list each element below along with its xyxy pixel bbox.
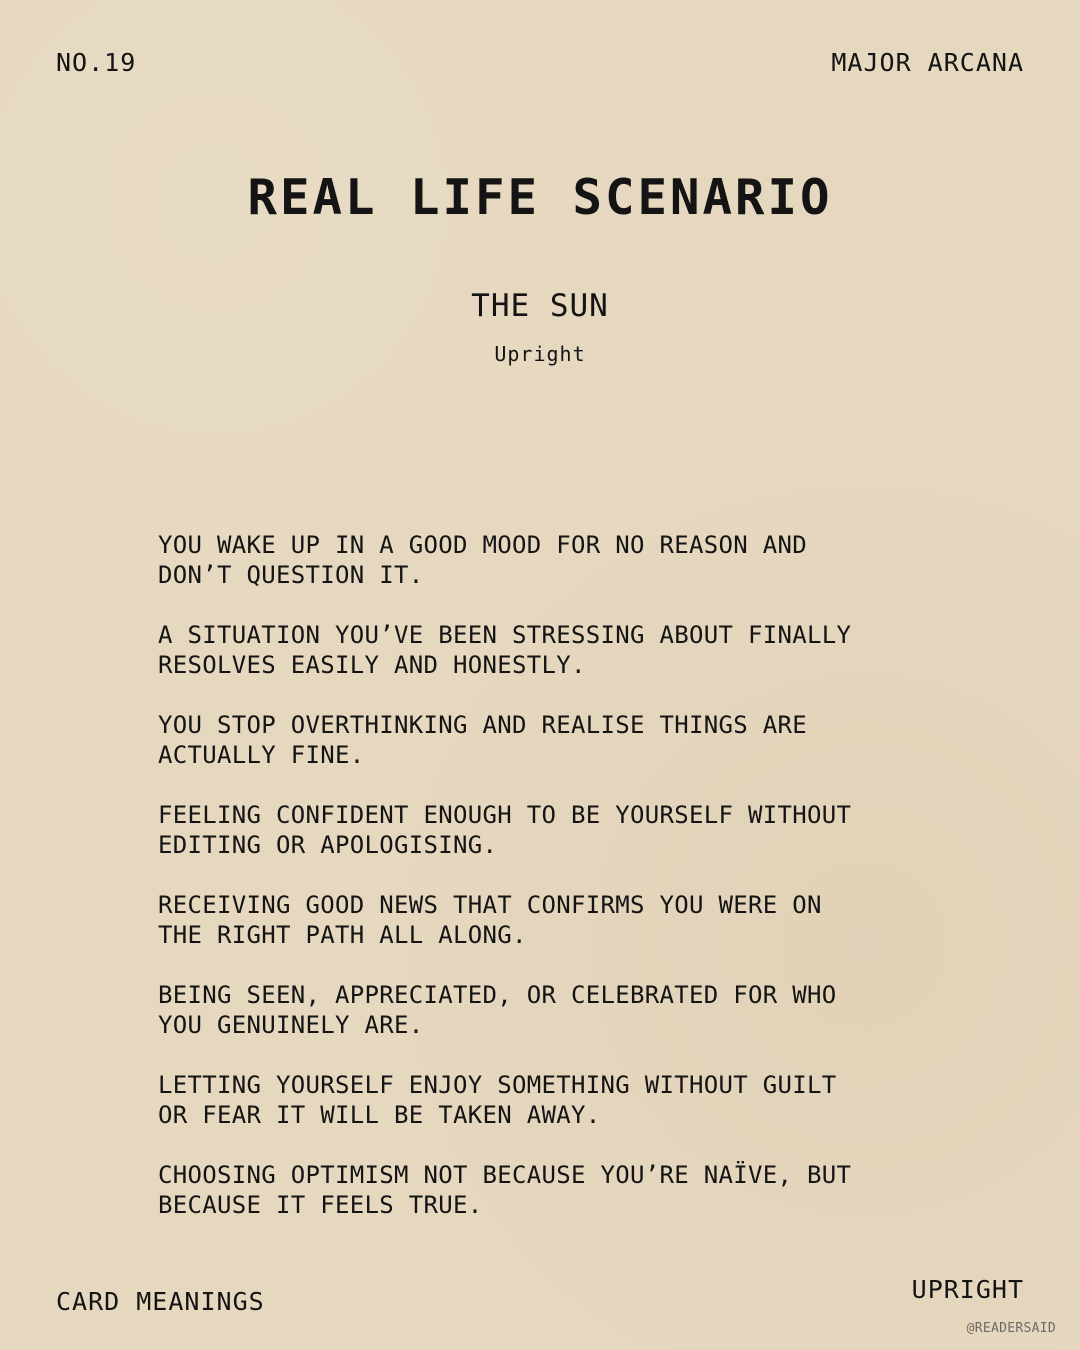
- scenario-item: YOU STOP OVERTHINKING AND REALISE THINGS ARE ACTUALLY FINE.: [158, 711, 807, 769]
- arcana-category: MAJOR ARCANA: [831, 48, 1024, 77]
- scenario-list: [158, 530, 928, 1220]
- scenario-item: A SITUATION YOU’VE BEEN STRESSING ABOUT FINALLY RESOLVES EASILY AND HONESTLY.: [158, 621, 852, 679]
- footer-orientation: UPRIGHT: [911, 1275, 1024, 1304]
- page-title: REAL LIFE SCENARIO: [247, 168, 833, 226]
- scenario-item: LETTING YOURSELF ENJOY SOMETHING WITHOUT GUILT OR FEAR IT WILL BE TAKEN AWAY.: [158, 1071, 837, 1129]
- card-number: NO.19: [56, 48, 137, 77]
- scenario-item: BEING SEEN, APPRECIATED, OR CELEBRATED FOR WHO YOU GENUINELY ARE.: [158, 981, 837, 1039]
- card-name: THE SUN: [471, 288, 609, 324]
- creator-handle: @READERSAID: [966, 1321, 1056, 1336]
- scenario-item: RECEIVING GOOD NEWS THAT CONFIRMS YOU WERE ON THE RIGHT PATH ALL ALONG.: [158, 891, 822, 949]
- scenario-item: CHOOSING OPTIMISM NOT BECAUSE YOU’RE NAÏVE, BUT BECAUSE IT FEELS TRUE.: [158, 1161, 852, 1219]
- scenario-item: YOU WAKE UP IN A GOOD MOOD FOR NO REASON AND DON’T QUESTION IT.: [158, 531, 807, 589]
- scenario-item: FEELING CONFIDENT ENOUGH TO BE YOURSELF WITHOUT EDITING OR APOLOGISING.: [158, 801, 852, 859]
- section-label: CARD MEANINGS: [56, 1287, 265, 1316]
- card-orientation: Upright: [494, 342, 586, 366]
